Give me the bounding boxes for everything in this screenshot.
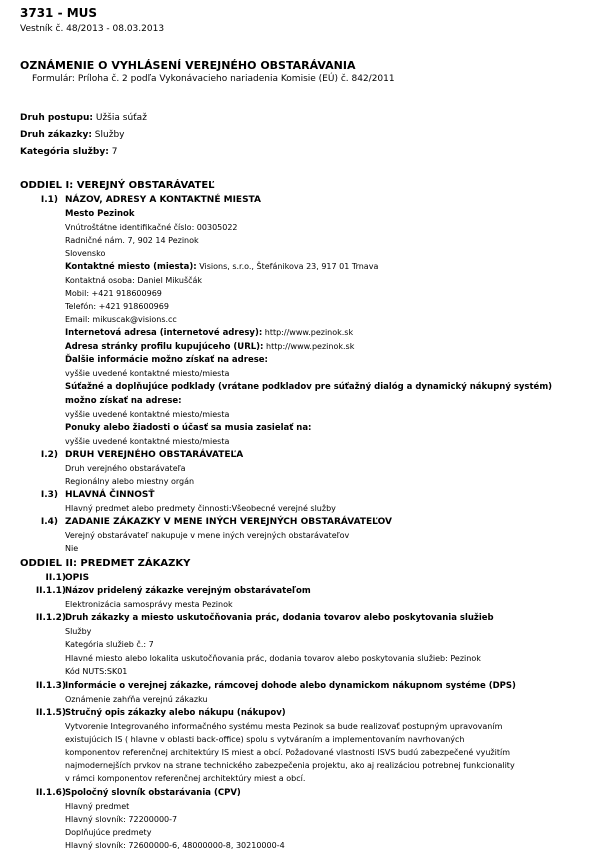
section-text: komponentov referenčnej architektúry IS miest a obcí. Požadované vlastnosti ISVS budú zabezpečené využitím [65, 748, 510, 757]
notice-title: OZNÁMENIE O VYHLÁSENÍ VEREJNÉHO OBSTARÁVANIA [20, 59, 356, 72]
section-number: II.1.3) [35, 681, 66, 691]
documents-label: Súťažné a doplňujúce podklady (vrátane podkladov pre súťažný dialóg a dynamický nákupný systém) [65, 382, 553, 392]
section-heading: Spoločný slovník obstarávania (CPV) [65, 788, 241, 798]
section-number: II.1.5) [35, 708, 66, 718]
form-reference: Formulár: Príloha č. 2 podľa Vykonávacieho nariadenia Komisie (EÚ) č. 842/2011 [32, 74, 395, 84]
section-text: najmodernejších prvkov na strane technického zabezpečenia projektu, ako aj realizáciou potrebnej funkcionality [65, 761, 515, 770]
section-text: Hlavné miesto alebo lokalita uskutočňovania prác, dodania tovarov alebo poskytovania služieb: Pezinok [65, 654, 481, 663]
section-heading: Informácie o verejnej zákazke, rámcovej dohode alebo dynamickom nákupnom systéme (DPS) [65, 681, 516, 691]
section-number: I.1) [40, 195, 58, 205]
section-text: Hlavný predmet [65, 802, 130, 811]
section-heading: Druh zákazky a miesto uskutočňovania prác, dodania tovarov alebo poskytovania služieb [65, 613, 494, 623]
buyer-profile: Adresa stránky profilu kupujúceho (URL): http://www.pezinok.sk [65, 342, 355, 352]
vestnik-reference: Vestník č. 48/2013 - 08.03.2013 [20, 24, 165, 34]
section-text: Druh verejného obstarávateľa [65, 464, 186, 473]
section-text: Kategória služieb č.: 7 [65, 640, 154, 649]
document-id: 3731 - MUS [20, 6, 98, 20]
contact-phone: Telefón: +421 918600969 [65, 302, 169, 311]
contact-email: Email: mikuscak@visions.cc [65, 315, 177, 324]
section-text: Elektronizácia samosprávy mesta Pezinok [65, 600, 233, 609]
authority-address: Radničné nám. 7, 902 14 Pezinok [65, 236, 199, 245]
section-number: II.1.2) [35, 613, 66, 623]
section-text: Služby [65, 627, 92, 636]
further-info-value: vyššie uvedené kontaktné miesto/miesta [65, 369, 230, 378]
section-heading: OPIS [65, 573, 90, 583]
section-heading: ZADANIE ZÁKAZKY V MENE INÝCH VEREJNÝCH OBSTARÁVATEĽOV [65, 517, 392, 527]
tenders-label: Ponuky alebo žiadosti o účasť sa musia zasielať na: [65, 423, 312, 433]
contact-point: Kontaktné miesto (miesta): Visions, s.r.o., Štefánikova 23, 917 01 Trnava [65, 262, 379, 272]
section-text: existujúcich IS ( hlavne v oblasti back-office) spolu s vytváraním a implementovaním navrhovaných [65, 735, 465, 744]
section-number: I.2) [40, 450, 58, 460]
contact-mobile: Mobil: +421 918600969 [65, 289, 162, 298]
section-text: Verejný obstarávateľ nakupuje v mene iných verejných obstarávateľov [65, 531, 350, 540]
authority-country: Slovensko [65, 249, 106, 258]
service-category: Kategória služby: 7 [20, 147, 118, 157]
tenders-value: vyššie uvedené kontaktné miesto/miesta [65, 437, 230, 446]
section-heading: DRUH VEREJNÉHO OBSTARÁVATEĽA [65, 450, 244, 460]
section-text: Doplňujúce predmety [65, 828, 152, 837]
section-text: Regionálny alebo miestny orgán [65, 477, 195, 486]
contract-type: Druh zákazky: Služby [20, 130, 125, 140]
section-number: II.1.1) [35, 586, 66, 596]
documents-value: vyššie uvedené kontaktné miesto/miesta [65, 410, 230, 419]
section-text: Hlavný predmet alebo predmety činnosti:Všeobecné verejné služby [65, 504, 336, 513]
section-text: Oznámenie zahŕňa verejnú zákazku [65, 695, 208, 704]
section-heading: HLAVNÁ ČINNOSŤ [65, 490, 155, 500]
contact-person: Kontaktná osoba: Daniel Mikuščák [65, 276, 203, 285]
further-info-label: Ďalšie informácie možno získať na adrese: [65, 355, 268, 365]
internet-address: Internetová adresa (internetové adresy): http://www.pezinok.sk [65, 328, 354, 338]
section-number: I.3) [40, 490, 58, 500]
authority-id: Vnútroštátne identifikačné číslo: 00305022 [65, 223, 238, 232]
section-1-title: ODDIEL I: VEREJNÝ OBSTARÁVATEĽ [20, 180, 215, 191]
section-text: Hlavný slovník: 72200000-7 [65, 815, 178, 824]
documents-label-continued: možno získať na adrese: [65, 396, 182, 406]
section-2-title: ODDIEL II: PREDMET ZÁKAZKY [20, 558, 191, 569]
section-text: Kód NUTS:SK01 [65, 667, 128, 676]
section-text: Vytvorenie Integrovaného informačného systému mesta Pezinok sa bude realizovať postupným upravovaním [65, 722, 503, 731]
section-text: Nie [65, 544, 79, 553]
section-heading: Stručný opis zákazky alebo nákupu (nákupov) [65, 708, 286, 718]
section-heading: NÁZOV, ADRESY A KONTAKTNÉ MIESTA [65, 195, 261, 205]
section-number: II.1.6) [35, 788, 66, 798]
section-number: I.4) [40, 517, 58, 527]
procedure-type: Druh postupu: Užšia súťaž [20, 113, 147, 123]
section-text: Hlavný slovník: 72600000-6, 48000000-8, 30210000-4 [65, 841, 285, 850]
section-text: v rámci komponentov referenčnej architektúry miest a obcí. [65, 774, 306, 783]
section-number: II.1) [45, 573, 66, 583]
section-heading: Názov pridelený zákazke verejným obstarávateľom [65, 586, 311, 596]
authority-name: Mesto Pezinok [65, 209, 135, 219]
